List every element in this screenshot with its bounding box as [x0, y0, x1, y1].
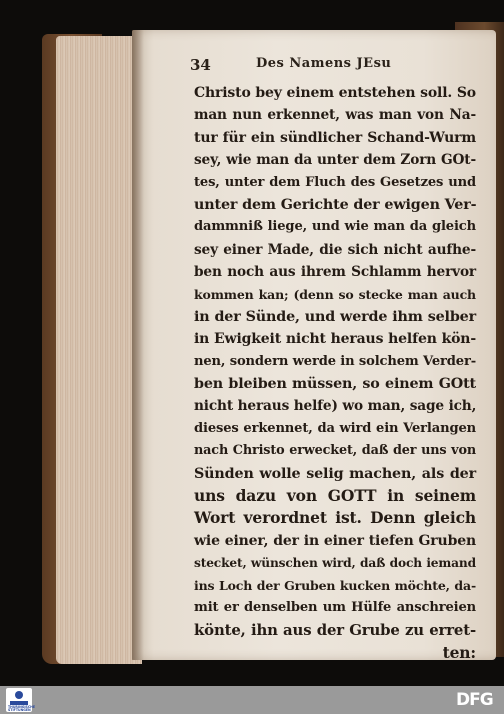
text-line: ben bleiben müssen, so einem GOtt	[194, 376, 476, 393]
logo-mark	[15, 691, 23, 699]
text-line: wie einer, der in einer tiefen Gruben	[194, 532, 476, 549]
dfg-logo[interactable]: DFG	[456, 690, 493, 710]
text-line: sey, wie man da unter dem Zorn GOt-	[194, 152, 476, 169]
page-gutter	[132, 30, 144, 660]
text-line: Wort verordnet ist. Denn gleich	[194, 508, 476, 528]
text-line: in der Sünde, und werde ihm selber	[194, 308, 476, 325]
text-line: sey einer Made, die sich nicht aufhe-	[194, 241, 476, 258]
text-line: kommen kan; (denn so stecke man auch	[194, 286, 476, 302]
text-line: ben noch aus ihrem Schlamm hervor	[194, 264, 476, 281]
text-line: nach Christo erwecket, daß der uns von	[194, 443, 476, 459]
page-text	[194, 82, 476, 664]
logo-caption: THÜRINGISCHE STIFTUNGEN	[8, 705, 36, 713]
text-line: mit er denselben um Hülfe anschreien	[194, 599, 476, 615]
text-line: stecket, wünschen wird, daß doch iemand	[194, 556, 476, 571]
running-head: Des Namens JEsu	[256, 56, 392, 71]
text-line: könte, ihn aus der Grube zu erret-	[194, 621, 476, 640]
text-line: dieses erkennet, da wird ein Verlangen	[194, 420, 476, 436]
text-line: man nun erkennet, was man von Na-	[194, 107, 476, 124]
text-line: Christo bey einem entstehen soll. So	[194, 85, 476, 101]
text-line: uns dazu von GOTT in seinem	[194, 486, 476, 506]
page-number: 34	[190, 56, 211, 74]
text-line: nicht heraus helfe) wo man, sage ich,	[194, 398, 477, 415]
page-header	[190, 56, 480, 78]
text-line: dammniß liege, und wie man da gleich	[194, 219, 476, 235]
text-line: tur für ein sündlicher Schand-Wurm	[194, 129, 476, 146]
text-line: Sünden wolle selig machen, als der	[194, 465, 476, 482]
text-line: unter dem Gerichte der ewigen Ver-	[194, 196, 477, 213]
catchword: ten:	[442, 642, 476, 662]
text-line: tes, unter dem Fluch des Gesetzes und	[194, 174, 476, 190]
text-line: in Ewigkeit nicht heraus helfen kön-	[194, 331, 476, 348]
text-line: nen, sondern werde in solchem Verder-	[194, 353, 476, 369]
text-line: ins Loch der Gruben kucken möchte, da-	[194, 577, 476, 593]
page-edges	[56, 36, 142, 664]
viewer-footer	[0, 686, 504, 714]
library-logo-icon[interactable]	[6, 688, 36, 713]
